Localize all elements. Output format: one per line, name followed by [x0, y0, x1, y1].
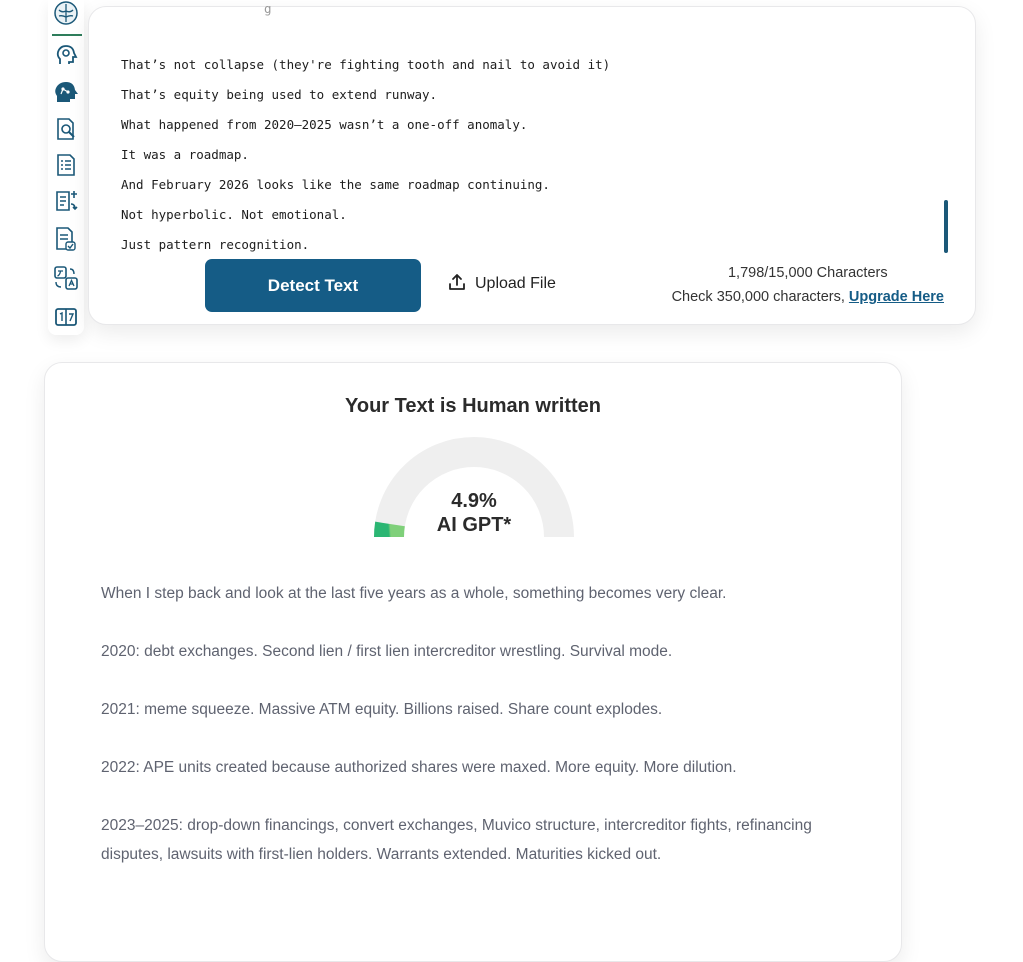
editor-line: Just pattern recognition. [121, 237, 310, 252]
document-search-icon[interactable] [51, 114, 81, 144]
editor-line: That’s equity being used to extend runway. [121, 87, 438, 102]
result-title: Your Text is Human written [345, 395, 601, 417]
editor-line: And February 2026 looks like the same roadmap continuing. [121, 177, 550, 192]
document-check-icon[interactable] [51, 224, 81, 254]
upload-file-label: Upload File [475, 275, 556, 292]
result-paragraph: 2022: APE units created because authorized shares were maxed. More equity. More dilution. [101, 759, 737, 776]
translate-icon[interactable] [51, 263, 81, 293]
upgrade-link[interactable]: Upgrade Here [848, 289, 944, 305]
analyzed-text [101, 579, 861, 898]
editor-scrollbar[interactable] [944, 200, 948, 253]
text-editor[interactable] [121, 1, 941, 257]
upload-icon [447, 272, 467, 297]
character-counter [672, 261, 944, 309]
editor-line: Not hyperbolic. Not emotional. [121, 207, 347, 222]
result-paragraph: 2020: debt exchanges. Second lien / first lien intercreditor wrestling. Survival mode. [101, 643, 673, 660]
head-gear-icon[interactable] [51, 40, 81, 70]
document-list-icon[interactable] [51, 150, 81, 180]
ai-head-icon[interactable] [51, 77, 81, 107]
detect-text-button[interactable]: Detect Text [205, 259, 421, 312]
result-card [44, 362, 902, 962]
tool-sidebar [48, 0, 84, 335]
upload-file-button[interactable] [447, 271, 556, 297]
ai-label: AI GPT* [436, 514, 512, 536]
result-paragraph: 2021: meme squeeze. Massive ATM equity. Billions raised. Share count explodes. [101, 701, 663, 718]
partial-line: g [121, 1, 272, 16]
upgrade-prefix: Check 350,000 characters, [671, 289, 845, 305]
text-input-card [88, 1, 976, 325]
editor-line: What happened from 2020–2025 wasn’t a one-off anomaly. [121, 117, 528, 132]
editor-line: That’s not collapse (they're fighting tooth and nail to avoid it) [121, 57, 611, 72]
active-indicator [52, 34, 82, 36]
rewrite-document-icon[interactable] [51, 186, 81, 216]
char-count: 1,798/15,000 Characters [727, 265, 888, 281]
ai-percent: 4.9% [451, 490, 497, 512]
compare-icon[interactable] [51, 302, 81, 332]
gauge-readout [374, 489, 574, 537]
brain-logo-icon[interactable] [51, 0, 81, 30]
result-paragraph: 2023–2025: drop-down financings, convert exchanges, Muvico structure, intercreditor fights, refinancing disputes, lawsuits with first-lien holders. Warrants extended. Maturities kicked out. [101, 817, 812, 863]
result-paragraph: When I step back and look at the last five years as a whole, something becomes very clear. [101, 585, 727, 602]
editor-line: It was a roadmap. [121, 147, 249, 162]
